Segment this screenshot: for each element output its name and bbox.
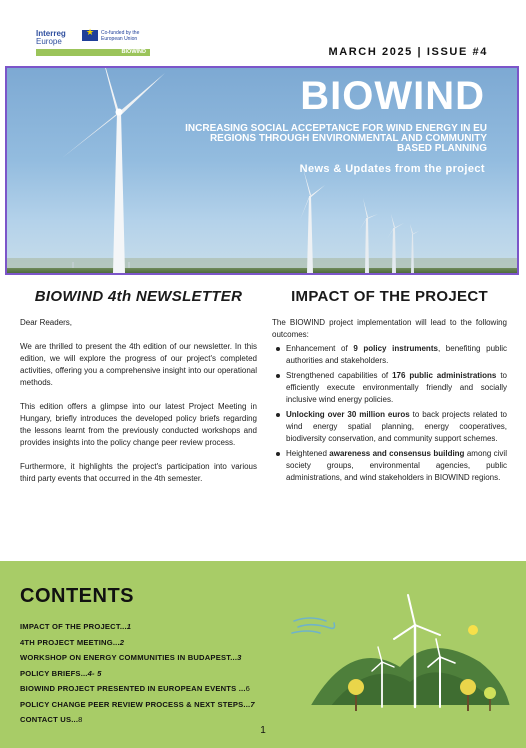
impact-heading: IMPACT OF THE PROJECT	[291, 288, 488, 305]
interreg-logo-text: Interreg Europe	[36, 29, 66, 46]
partner-logo	[36, 24, 150, 58]
issue-label: MARCH 2025 | ISSUE #4	[328, 46, 488, 58]
intro-paragraph: This edition offers a glimpse into our latest Project Meeting in Hungary, briefly introduces the developed policy briefs regarding the lessons learnt from the previously conducted workshops and provides insights into the policy change peer review process.	[20, 402, 257, 447]
hero-title: BIOWIND	[300, 74, 485, 118]
toc-item[interactable]: IMPACT OF THE PROJECT...1	[20, 622, 132, 631]
impact-intro: The BIOWIND project implementation will lead to the following outcomes:	[272, 318, 507, 339]
intro-paragraph: Furthermore, it highlights the project's participation into various third party events that occurred in the 4th semester.	[20, 462, 257, 483]
hero-subtitle: INCREASING SOCIAL ACCEPTANCE FOR WIND ENERGY IN EU REGIONS THROUGH ENVIRONMENTAL AND COMMUNITY BASED PLANNING	[185, 123, 487, 154]
toc-item[interactable]: POLICY BRIEFS...4- 5	[20, 668, 102, 678]
hero-banner	[5, 66, 519, 275]
cofund-label: Co-funded by the European Union	[101, 30, 140, 42]
impact-list	[272, 343, 507, 484]
toc-item[interactable]: CONTACT US...8	[20, 715, 83, 724]
toc-item[interactable]: WORKSHOP ON ENERGY COMMUNITIES IN BUDAPEST...3	[20, 653, 242, 662]
logo-project-bar	[36, 49, 150, 56]
toc-item[interactable]: POLICY CHANGE PEER REVIEW PROCESS & NEXT STEPS...7	[20, 699, 255, 709]
list-item: Enhancement of 9 policy instruments, benefiting public authorities and stakeholders.	[272, 343, 507, 367]
newsletter-intro-column	[20, 288, 257, 497]
list-item: Heightened awareness and consensus building among civil society groups, environmental agencies, public administrations, and wind stakeholders in BIOWIND regions.	[272, 448, 507, 484]
green-landscape-illustration	[290, 587, 510, 727]
newsletter-heading: BIOWIND 4th NEWSLETTER	[34, 288, 243, 305]
toc-item[interactable]: BIOWIND PROJECT PRESENTED IN EUROPEAN EVENTS ...6	[20, 684, 251, 693]
greeting: Dear Readers,	[20, 318, 73, 327]
list-item: Strengthened capabilities of 176 public administrations to efficiently execute environmentally friendly and socially inclusive wind energy policies.	[272, 370, 507, 406]
intro-paragraph: We are thrilled to present the 4th edition of our newsletter. In this edition, we will explore the progress of our project's completed activities, offering you a comprehensive insight into our operational methods.	[20, 342, 257, 387]
toc-item[interactable]: 4TH PROJECT MEETING...2	[20, 637, 125, 647]
logo-project-label: BIOWIND	[121, 49, 146, 55]
hero-tagline: News & Updates from the project	[299, 163, 485, 175]
eu-flag-icon	[82, 30, 98, 41]
table-of-contents	[20, 619, 255, 728]
contents-section	[0, 561, 526, 748]
impact-column	[272, 288, 507, 487]
contents-title: CONTENTS	[20, 585, 134, 607]
wind-icon	[292, 618, 335, 633]
sun-icon	[468, 625, 478, 635]
list-item: Unlocking over 30 million euros to back projects related to wind energy spatial planning, energy cooperatives, biodiversity conservation, and community support schemes.	[272, 409, 507, 445]
page-number: 1	[260, 725, 266, 736]
